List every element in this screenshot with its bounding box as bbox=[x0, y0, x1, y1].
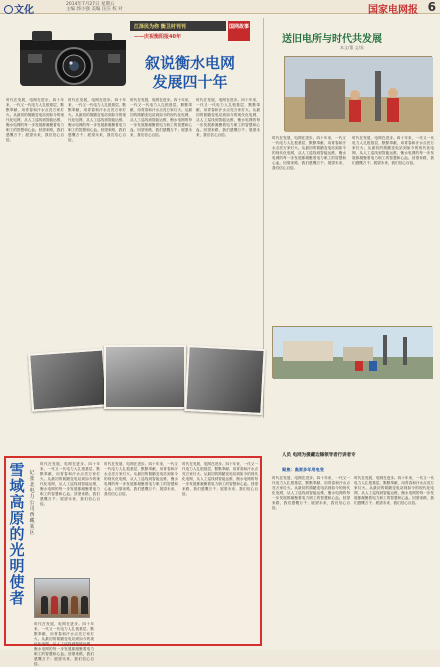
article-column-3: 时代在发展，电网在进步。四十年来，一代又一代电力人扎根基层，默默奉献，用青春和汗水点亮万家灯火。从最初的简陋变电站到如今的现代化电网，从人工巡线到智能运维，衡水电网的每一步发展都凝聚着电力职工的智慧和心血。回望来路，我们感慨万千；展望未来，我们信心百倍。 bbox=[182, 462, 258, 496]
body-column-2: 时代在发展，电网在进步。四十年来，一代又一代电力人扎根基层，默默奉献，用青春和汗水点亮万家灯火。从最初的简陋变电站到如今的现代化电网，从人工巡线到智能运维，衡水电网的每一步发展都凝聚着电力职工的智慧和心血。回望来路，我们感慨万千；展望未来，我们信心百倍。 bbox=[68, 98, 126, 142]
article-group-photo bbox=[34, 578, 90, 618]
article-subtitle: 记张北电力公司西藏某区 bbox=[29, 470, 35, 536]
person-figure bbox=[41, 596, 48, 614]
column-tag: 国网故事 bbox=[228, 21, 250, 41]
right-feature-photo bbox=[284, 56, 432, 131]
edition-line: 主编 郭小强 美编 汪汪 校 对 bbox=[66, 7, 123, 12]
lower-right-column-2: 时代在发展，电网在进步。四十年来，一代又一代电力人扎根基层，默默奉献，用青春和汗水点亮万家灯火。从最初的简陋变电站到如今的现代化电网，从人工巡线到智能运维，衡水电网的每一步发展都凝聚着电力职工的智慧和心血。回望来路，我们感慨万千；展望未来，我们信心百倍。 bbox=[354, 476, 434, 505]
historic-photo-3 bbox=[184, 345, 265, 415]
historic-photo-2 bbox=[104, 345, 186, 409]
person-figure bbox=[51, 596, 58, 614]
article-column-1: 时代在发展，电网在进步。四十年来，一代又一代电力人扎根基层，默默奉献，用青春和汗水点亮万家灯火。从最初的简陋变电站到如今的现代化电网，从人工巡线到智能运维，衡水电网的每一步发展都凝聚着电力职工的智慧和心血。回望来路，我们感慨万千；展望未来，我们信心百倍。 bbox=[40, 462, 100, 506]
body-column-3: 时代在发展，电网在进步。四十年来，一代又一代电力人扎根基层，默默奉献，用青春和汗水点亮万家灯火。从最初的简陋变电站到如今的现代化电网，从人工巡线到智能运维，衡水电网的每一步发展都凝聚着电力职工的智慧和心血。回望来路，我们感慨万千；展望未来，我们信心百倍。 bbox=[130, 98, 192, 137]
section-emblem-icon bbox=[4, 5, 13, 14]
camera-icon bbox=[14, 22, 132, 94]
header-meta bbox=[66, 2, 123, 12]
photo-collage bbox=[30, 343, 266, 453]
page-header bbox=[0, 0, 440, 14]
lower-right-headline: 人员 电网为援藏边陲领导者行讲者专 bbox=[282, 453, 356, 458]
event-banner bbox=[130, 21, 260, 49]
date-line: 2014年7月27日 星期五 bbox=[66, 2, 115, 7]
substation-photo-icon bbox=[273, 327, 433, 379]
main-headline bbox=[120, 54, 260, 92]
right-feature-byline: 本文/董 文/朱 bbox=[340, 45, 364, 50]
lower-right-column-1: 时代在发展，电网在进步。四十年来，一代又一代电力人扎根基层，默默奉献，用青春和汗水点亮万家灯火。从最初的简陋变电站到如今的现代化电网，从人工巡线到智能运维，衡水电网的每一步发展都凝聚着电力职工的智慧和心血。回望来路，我们感慨万千；展望未来，我们信心百倍。 bbox=[272, 476, 350, 510]
substation-photo bbox=[272, 326, 432, 378]
banner-line-1: 江泽民为你 衡卫村刊刊 bbox=[130, 21, 226, 31]
banner-line-2: ——庆祝衡阳报40年 bbox=[134, 34, 181, 40]
page-number: 6 bbox=[427, 0, 436, 14]
article-column-2: 时代在发展，电网在进步。四十年来，一代又一代电力人扎根基层，默默奉献，用青春和汗水点亮万家灯火。从最初的简陋变电站到如今的现代化电网，从人工巡线到智能运维，衡水电网的每一步发展都凝聚着电力职工的智慧和心血。回望来路，我们感慨万千；展望未来，我们信心百倍。 bbox=[104, 462, 178, 496]
section-name: 文化 bbox=[14, 5, 34, 16]
featured-article-box bbox=[4, 456, 262, 666]
body-column-1: 时代在发展，电网在进步。四十年来，一代又一代电力人扎根基层，默默奉献，用青春和汗水点亮万家灯火。从最初的简陋变电站到如今的现代化电网，从人工巡线到智能运维，衡水电网的每一步发展都凝聚着电力职工的智慧和心血。回望来路，我们感慨万千；展望未来，我们信心百倍。 bbox=[6, 98, 64, 142]
headline-line-2: 发展四十年 bbox=[152, 73, 228, 91]
right-feature-title: 送旧电所与时代共发展 bbox=[282, 34, 382, 45]
right-column-1: 时代在发展，电网在进步。四十年来，一代又一代电力人扎根基层，默默奉献，用青春和汗水点亮万家灯火。从最初的简陋变电站到如今的现代化电网，从人工巡线到智能运维，衡水电网的每一步发展都凝聚着电力职工的智慧和心血。回望来路，我们感慨万千；展望未来，我们信心百倍。 bbox=[272, 136, 346, 170]
workers-photo-icon bbox=[285, 57, 433, 132]
lower-right-subheadline: 聚焦：高原多年用电变 bbox=[282, 467, 324, 472]
article-title: 雪域高原的光明使者 bbox=[9, 461, 25, 607]
historic-photo-1 bbox=[28, 348, 108, 411]
body-column-4: 时代在发展，电网在进步。四十年来，一代又一代电力人扎根基层，默默奉献，用青春和汗水点亮万家灯火。从最初的简陋变电站到如今的现代化电网，从人工巡线到智能运维，衡水电网的每一步发展都凝聚着电力职工的智慧和心血。回望来路，我们感慨万千；展望未来，我们信心百倍。 bbox=[196, 98, 260, 137]
section-logo bbox=[4, 1, 34, 16]
person-figure bbox=[71, 596, 78, 614]
right-column-2: 时代在发展，电网在进步。四十年来，一代又一代电力人扎根基层，默默奉献，用青春和汗水点亮万家灯火。从最初的简陋变电站到如今的现代化电网，从人工巡线到智能运维，衡水电网的每一步发展都凝聚着电力职工的智慧和心血。回望来路，我们感慨万千；展望未来，我们信心百倍。 bbox=[352, 136, 434, 165]
headline-line-1: 叙说衡水电网 bbox=[144, 54, 235, 72]
article-tail-text: 时代在发展，电网在进步。四十年来，一代又一代电力人扎根基层，默默奉献，用青春和汗水点亮万家灯火。从最初的简陋变电站到如今的现代化电网，从人工巡线到智能运维，衡水电网的每一步发展都凝聚着电力职工的智慧和心血。回望来路，我们感慨万千；展望未来，我们信心百倍。 bbox=[34, 622, 94, 666]
vintage-camera-illustration bbox=[14, 22, 132, 94]
person-figure bbox=[81, 596, 88, 614]
person-figure bbox=[61, 596, 68, 614]
paper-brand: 国家电网报 bbox=[368, 5, 418, 16]
